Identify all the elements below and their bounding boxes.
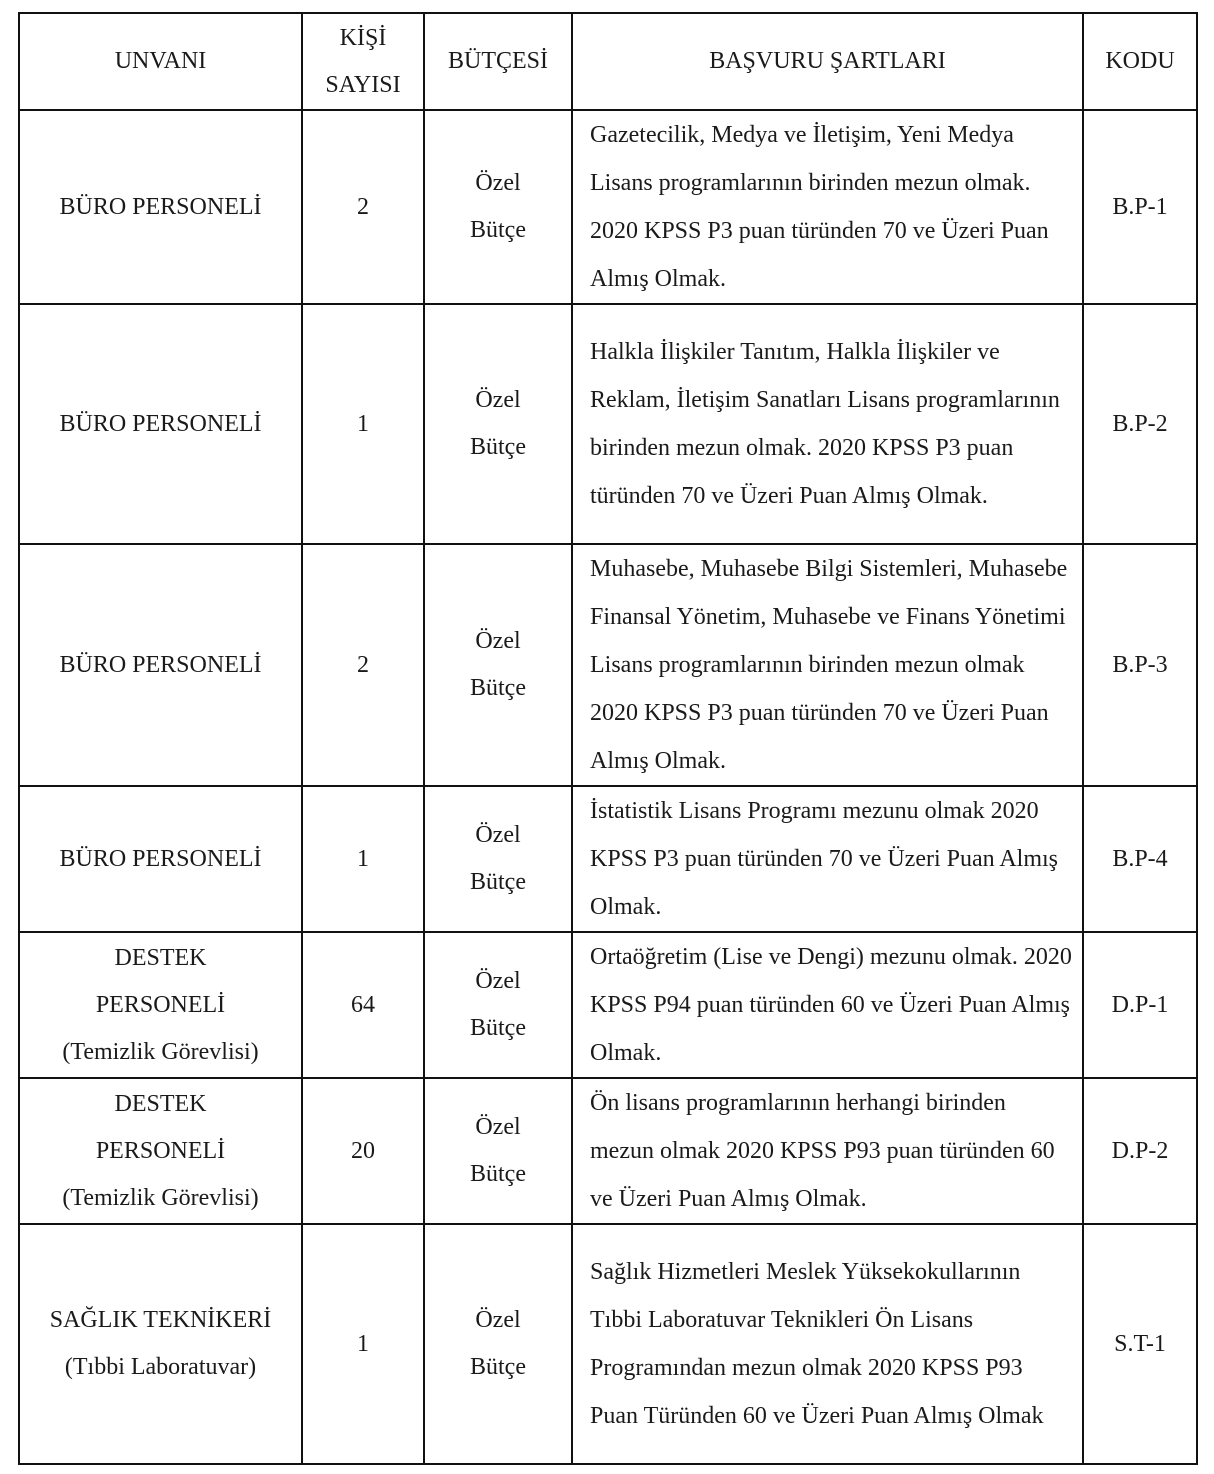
cell-unvan xyxy=(19,786,302,932)
unvan-line: BÜRO PERSONELİ xyxy=(59,410,262,437)
butce-line: Bütçe xyxy=(470,434,526,460)
butce-line: Özel xyxy=(475,387,521,413)
header-kodu: KODU xyxy=(1083,13,1197,110)
cell-kisi: 20 xyxy=(302,1078,424,1224)
cell-sartlar: Muhasebe, Muhasebe Bilgi Sistemleri, Muhasebe Finansal Yönetim, Muhasebe ve Finans Yönetimi Lisans programlarının birinden mezun olmak 2020 KPSS P3 puan türünden 70 ve Üzeri Puan Almış Olmak. xyxy=(572,544,1083,786)
butce-line: Özel xyxy=(475,1114,521,1140)
positions-table xyxy=(18,12,1198,1465)
cell-sartlar: Halkla İlişkiler Tanıtım, Halkla İlişkiler ve Reklam, İletişim Sanatları Lisans programlarının birinden mezun olmak. 2020 KPSS P3 puan türünden 70 ve Üzeri Puan Almış Olmak. xyxy=(572,304,1083,544)
unvan-line: DESTEK xyxy=(114,1090,207,1117)
cell-sartlar: Gazetecilik, Medya ve İletişim, Yeni Medya Lisans programlarının birinden mezun olmak. 2020 KPSS P3 puan türünden 70 ve Üzeri Puan Almış Olmak. xyxy=(572,110,1083,304)
unvan-line: (Temizlik Görevlisi) xyxy=(62,1184,259,1211)
cell-kod: B.P-1 xyxy=(1083,110,1197,304)
cell-unvan xyxy=(19,932,302,1078)
butce-line: Bütçe xyxy=(470,1015,526,1041)
cell-kod: S.T-1 xyxy=(1083,1224,1197,1464)
header-kisi-sayisi xyxy=(302,13,424,110)
header-kisi-line2: SAYISI xyxy=(325,71,401,98)
cell-kod: D.P-2 xyxy=(1083,1078,1197,1224)
cell-kisi: 1 xyxy=(302,304,424,544)
cell-kod: D.P-1 xyxy=(1083,932,1197,1078)
header-kisi-line1: KİŞİ xyxy=(339,24,387,51)
cell-butce xyxy=(424,786,572,932)
unvan-line: PERSONELİ xyxy=(95,991,226,1018)
unvan-line: (Temizlik Görevlisi) xyxy=(62,1038,259,1065)
cell-kisi: 2 xyxy=(302,544,424,786)
unvan-line: PERSONELİ xyxy=(95,1137,226,1164)
butce-line: Bütçe xyxy=(470,1354,526,1380)
butce-line: Bütçe xyxy=(470,675,526,701)
table-row xyxy=(19,110,1197,304)
header-butcesi: BÜTÇESİ xyxy=(424,13,572,110)
butce-line: Bütçe xyxy=(470,869,526,895)
cell-butce xyxy=(424,932,572,1078)
cell-kisi: 1 xyxy=(302,1224,424,1464)
butce-line: Özel xyxy=(475,628,521,654)
table-row xyxy=(19,786,1197,932)
cell-kisi: 2 xyxy=(302,110,424,304)
butce-line: Özel xyxy=(475,822,521,848)
table-row xyxy=(19,1224,1197,1464)
cell-kod: B.P-4 xyxy=(1083,786,1197,932)
cell-butce xyxy=(424,1078,572,1224)
cell-unvan xyxy=(19,304,302,544)
cell-sartlar: Sağlık Hizmetleri Meslek Yüksekokullarının Tıbbi Laboratuvar Teknikleri Ön Lisans Programından mezun olmak 2020 KPSS P93 Puan Türünden 60 ve Üzeri Puan Almış Olmak xyxy=(572,1224,1083,1464)
header-unvani: UNVANI xyxy=(19,13,302,110)
unvan-line: SAĞLIK TEKNİKERİ xyxy=(49,1307,272,1333)
header-row xyxy=(19,13,1197,110)
cell-unvan xyxy=(19,544,302,786)
cell-unvan xyxy=(19,1078,302,1224)
unvan-line: BÜRO PERSONELİ xyxy=(59,845,262,872)
cell-kod: B.P-3 xyxy=(1083,544,1197,786)
butce-line: Bütçe xyxy=(470,217,526,243)
table-row xyxy=(19,544,1197,786)
cell-sartlar: Ön lisans programlarının herhangi birinden mezun olmak 2020 KPSS P93 puan türünden 60 ve Üzeri Puan Almış Olmak. xyxy=(572,1078,1083,1224)
cell-kisi: 64 xyxy=(302,932,424,1078)
cell-kisi: 1 xyxy=(302,786,424,932)
cell-unvan xyxy=(19,1224,302,1464)
unvan-line: BÜRO PERSONELİ xyxy=(59,193,262,220)
butce-line: Özel xyxy=(475,1307,521,1333)
butce-line: Özel xyxy=(475,170,521,196)
header-basvuru-sartlari: BAŞVURU ŞARTLARI xyxy=(572,13,1083,110)
cell-unvan xyxy=(19,110,302,304)
cell-sartlar: Ortaöğretim (Lise ve Dengi) mezunu olmak. 2020 KPSS P94 puan türünden 60 ve Üzeri Puan Almış Olmak. xyxy=(572,932,1083,1078)
table-row xyxy=(19,932,1197,1078)
unvan-line: (Tıbbi Laboratuvar) xyxy=(64,1354,257,1380)
cell-sartlar: İstatistik Lisans Programı mezunu olmak 2020 KPSS P3 puan türünden 70 ve Üzeri Puan Almış Olmak. xyxy=(572,786,1083,932)
cell-butce xyxy=(424,544,572,786)
cell-kod: B.P-2 xyxy=(1083,304,1197,544)
butce-line: Özel xyxy=(475,968,521,994)
cell-butce xyxy=(424,1224,572,1464)
unvan-line: BÜRO PERSONELİ xyxy=(59,651,262,678)
butce-line: Bütçe xyxy=(470,1161,526,1187)
table-row xyxy=(19,304,1197,544)
cell-butce xyxy=(424,304,572,544)
unvan-line: DESTEK xyxy=(114,944,207,971)
table-row xyxy=(19,1078,1197,1224)
cell-butce xyxy=(424,110,572,304)
